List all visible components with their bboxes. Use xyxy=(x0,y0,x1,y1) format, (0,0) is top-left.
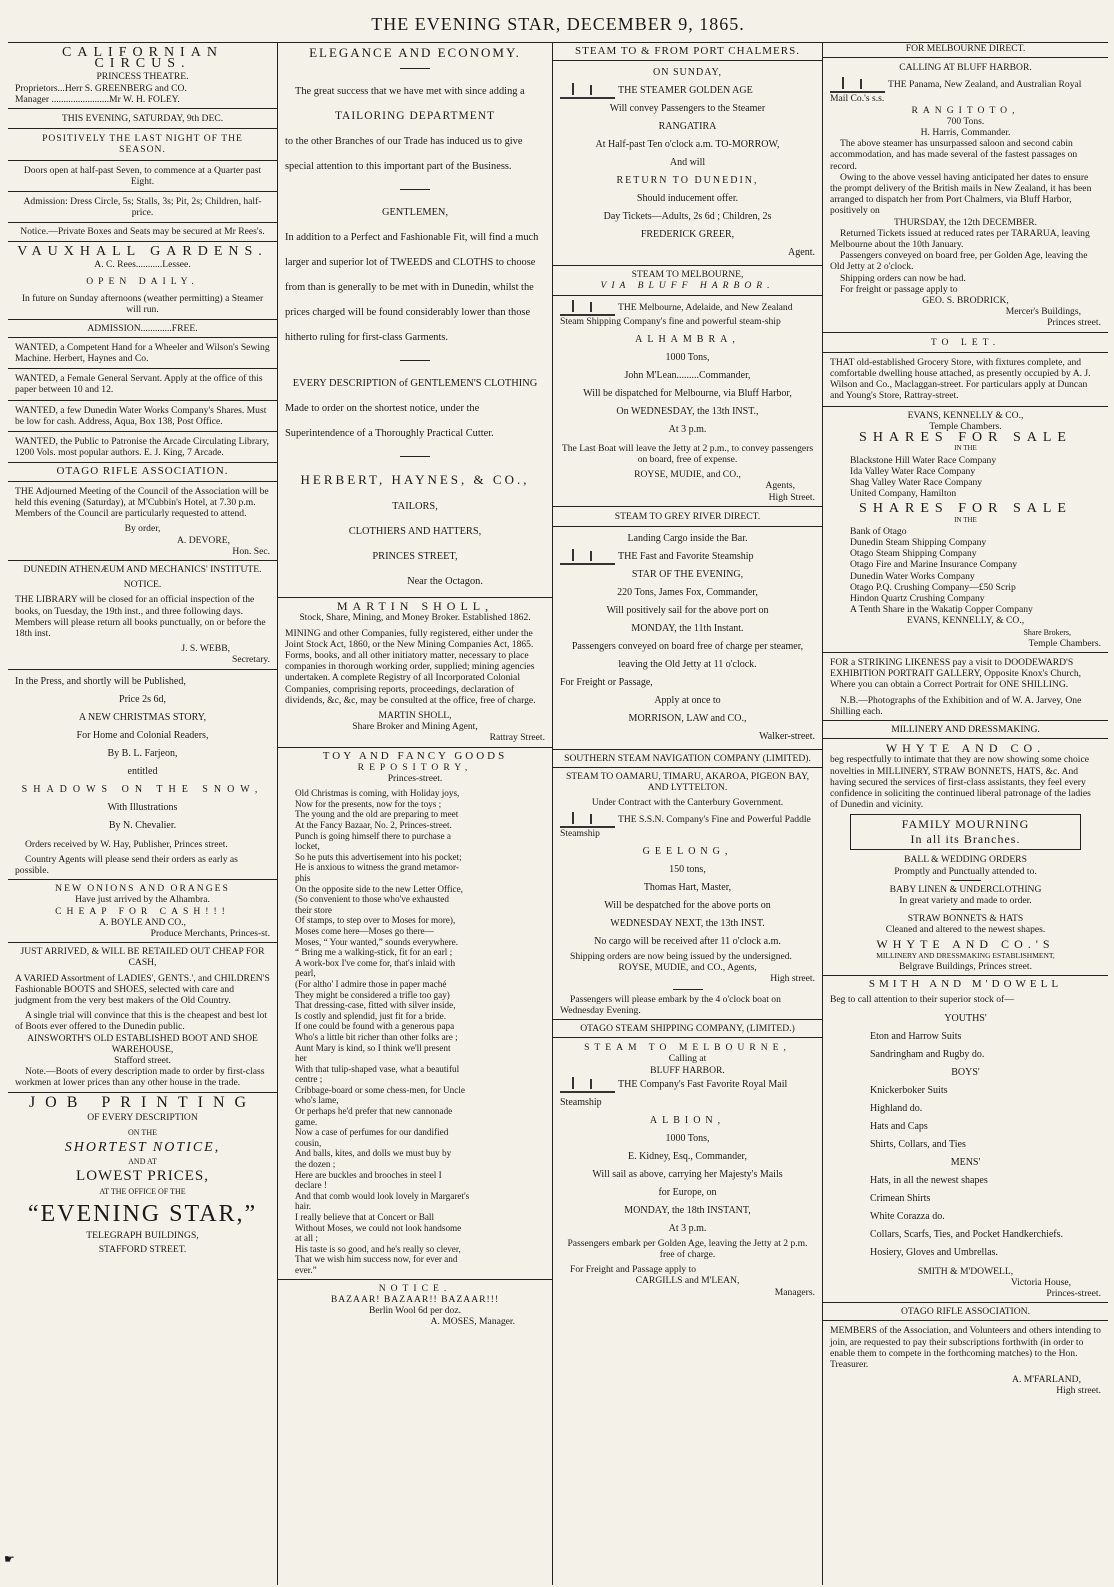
sm-youths: YOUTHS' xyxy=(944,1012,987,1024)
circus-last-night: POSITIVELY THE LAST NIGHT OF THE SEASON. xyxy=(42,133,243,156)
poem-line: That we wish him success now, for ever and xyxy=(295,1254,458,1265)
mel-e: The Last Boat will leave the Jetty at 2 p.m., to convey passengers on board, free of expense. xyxy=(561,442,814,466)
poem-line: Now a case of perfumes for our dandified xyxy=(295,1127,449,1138)
elegance-gentlemen: GENTLEMEN, xyxy=(381,207,449,219)
pc-a: THE STEAMER GOLDEN AGE xyxy=(560,82,815,100)
ssn-d: WEDNESDAY NEXT, the 13th INST. xyxy=(610,918,765,930)
athenaeum-title: DUNEDIN ATHENÆUM AND MECHANICS' INSTITUTE. xyxy=(23,563,262,575)
stock-item: Crimean Shirts xyxy=(870,1192,931,1204)
poem-line: At the Fancy Bazaar, No. 2, Princes-street. xyxy=(295,820,452,831)
whyte2-title: WHYTE AND CO.'S xyxy=(876,936,1055,951)
mel-ship: ALHAMBRA, xyxy=(635,333,740,345)
boots-text: A VARIED Assortment of LADIES', GENTS.', and CHILDREN'S Fashionable BOOTS and SHOES, selected with care and judgment from the very best makers of the Old Country. xyxy=(15,972,270,1006)
mel-a: THE Melbourne, Adelaide, and New Zealand Steam Shipping Company's fine and powerful steam-ship xyxy=(560,300,815,327)
poem-line: Is costly and splendid, just fit for a bride. xyxy=(295,1010,447,1021)
stock-item: Hats, in all the newest shapes xyxy=(870,1174,988,1186)
md-i: GEO. S. BRODRICK, xyxy=(922,295,1009,307)
poem-line: Without Moses, we could not look handsome xyxy=(295,1222,462,1233)
circus-notice: Notice.—Private Boxes and Seats may be secured at Mr Rees's. xyxy=(20,226,265,238)
job-andat: AND AT xyxy=(128,1157,157,1167)
poem-line: Now for the presents, now for the toys ; xyxy=(295,798,442,809)
boots-headline: JUST ARRIVED, & WILL BE RETAILED OUT CHEAP FOR CASH, xyxy=(20,946,265,969)
elegance-tailoring: TAILORING DEPARTMENT xyxy=(334,110,496,123)
mel-c: On WEDNESDAY, the 13th INST., xyxy=(616,405,759,417)
pc-i: FREDERICK GREER, xyxy=(640,229,735,241)
rifle-text: THE Adjourned Meeting of the Council of the Association will be held this evening (Saturday), at M'Cubbin's Hotel, at 7.30 p.m. Members of the Council are particularly requested to attend. xyxy=(15,485,269,520)
circus-doors: Doors open at half-past Seven, to commence at a Quarter past Eight. xyxy=(23,164,262,187)
poem-line: Moses come here—Moses go there— xyxy=(295,925,434,936)
shares-1-inthe: IN THE xyxy=(954,444,977,453)
poem-line: With that tulip-shaped vase, what a beautiful xyxy=(295,1063,460,1074)
boots-trial: A single trial will convince that this is the cheapest and best lot of Boots ever offered to the Dunedin public. xyxy=(15,1010,267,1033)
mel-b: Will be dispatched for Melbourne, via Bluff Harbor, xyxy=(583,387,792,399)
stock-item: Eton and Harrow Suits xyxy=(870,1030,962,1042)
poem-line: ever.” xyxy=(295,1264,317,1275)
circus-title: CALIFORNIAN CIRCUS. xyxy=(62,45,223,72)
boots-ainsworth: AINSWORTH'S OLD ESTABLISHED BOOT AND SHOE WAREHOUSE, xyxy=(27,1032,258,1055)
onions-boyle-sub: Produce Merchants, Princes-st. xyxy=(150,927,270,939)
sm-boys-list xyxy=(830,1082,1101,1154)
athenaeum-role: Secretary. xyxy=(232,654,270,666)
sm-a: Beg to call attention to their superior stock of— xyxy=(830,994,1014,1006)
sm-mens: MENS' xyxy=(950,1156,981,1168)
mourning-line-1: FAMILY MOURNING xyxy=(901,817,1030,832)
ball-sub: Promptly and Punctually attended to. xyxy=(894,865,1037,877)
baby-sub: In great variety and made to order. xyxy=(899,895,1032,906)
share-item: Otago P.Q. Crushing Company—£50 Scrip xyxy=(850,581,1016,593)
column-2 xyxy=(278,43,553,1585)
poem-line: Punch is going himself there to purchase a xyxy=(295,830,451,841)
poem-line: Old Christmas is coming, with Holiday joys, xyxy=(295,788,460,799)
pc-g: Should inducement offer. xyxy=(636,193,739,205)
hh-title: HERBERT, HAYNES, & CO., xyxy=(300,472,530,488)
oss-tons: 1000 Tons, xyxy=(665,1132,710,1144)
poem-line: cousin, xyxy=(295,1137,322,1148)
share-item: Hindon Quartz Crushing Company xyxy=(850,592,985,604)
pc-sunday: ON SUNDAY, xyxy=(653,67,722,79)
ssn-e: No cargo will be received after 11 o'clock a.m. xyxy=(594,936,781,948)
md-f: Passengers conveyed on board free, per Golden Age, leaving the Old Jetty at 2 o'clock. xyxy=(830,250,1088,273)
vauxhall-open: OPEN DAILY. xyxy=(86,276,199,288)
shares-1-title: SHARES FOR SALE xyxy=(859,430,1072,446)
mel-cmd: John M'Lean.........Commander, xyxy=(624,369,751,381)
oss-c: THE Company's Fast Favorite Royal Mail Steamship xyxy=(560,1076,815,1112)
ssn-i: Passengers will please embark by the 4 o'clock boat on Wednesday Evening. xyxy=(560,993,781,1016)
press-orders: Orders received by W. Hay, Publisher, Princes street. xyxy=(25,838,228,850)
hh-clothiers: CLOTHIERS AND HATTERS, xyxy=(348,526,482,538)
pointer-hand-icon: ☛ xyxy=(4,1552,15,1566)
poem-line: That dressing-case, fitted with silver inside, xyxy=(295,1000,456,1011)
mel-via: VIA BLUFF HARBOR. xyxy=(600,280,775,292)
oss-f: MONDAY, the 18th INSTANT, xyxy=(624,1204,751,1216)
ssn-f: Shipping orders are now being issued by the undersigned. xyxy=(570,951,792,963)
sholl-sig: MARTIN SHOLL, xyxy=(378,710,452,722)
mourning-box xyxy=(850,814,1081,850)
ek2-b: Temple Chambers. xyxy=(1028,637,1101,649)
poem-line: They might be considered a trifle too gay) xyxy=(295,989,450,1000)
poem-line: Moses, “ Your wanted,” sounds everywhere. xyxy=(295,936,459,947)
rifle-title: OTAGO RIFLE ASSOCIATION. xyxy=(56,465,229,478)
boots-note: Note.—Boots of every description made to order by first-class workmen at lower prices than any other house in the trade. xyxy=(15,1066,265,1089)
bazaar-moses: A. MOSES, Manager. xyxy=(430,1316,515,1328)
oss-route: STEAM TO MELBOURNE, xyxy=(584,1042,791,1054)
pc-c: RANGATIRA xyxy=(658,121,717,133)
baby-title: BABY LINEN & UNDERCLOTHING xyxy=(889,883,1042,895)
stock-item: Hats and Caps xyxy=(870,1120,928,1132)
whyte-text: beg respectfully to intimate that they are now showing some choice novelties in MILLINERY, STRAW BONNETS, HATS, &c. And having secured the services of first-class assistants, they feel every confidence in soliciting the continued liberal patronage of the ladies of Dunedin and vicinity. xyxy=(830,754,1091,811)
elegance-p3: In addition to a Perfect and Fashionable Fit, will find a much larger and superior lot of TWEEDS and CLOTHS to choose from than is generally to be met with in Dunedin, whilst the prices charged will be found considerably lower than those hitherto ruling for first-class Garments. xyxy=(285,232,539,344)
column-3 xyxy=(553,43,823,1585)
pc-f: RETURN TO DUNEDIN, xyxy=(616,175,759,187)
ssn-b: THE S.S.N. Company's Fine and Powerful Paddle Steamship xyxy=(560,812,815,839)
grey-d: Will positively sail for the above port on xyxy=(606,605,769,617)
grey-e: MONDAY, the 11th Instant. xyxy=(631,623,744,635)
oss-title: OTAGO STEAM SHIPPING COMPANY, (LIMITED.) xyxy=(580,1023,795,1035)
pc-h: Day Tickets—Adults, 2s 6d ; Children, 2s xyxy=(603,211,772,223)
steamship-icon xyxy=(560,1077,615,1093)
vauxhall-title: VAUXHALL GARDENS. xyxy=(17,243,268,259)
md-call: CALLING AT BLUFF HARBOR. xyxy=(899,62,1032,74)
md-title: FOR MELBOURNE DIRECT. xyxy=(905,43,1026,54)
press-readers: For Home and Colonial Readers, xyxy=(76,729,209,741)
grey-c: 220 Tons, James Fox, Commander, xyxy=(617,587,758,599)
poem-line: declare ! xyxy=(295,1180,327,1191)
oss-cmd: E. Kidney, Esq., Commander, xyxy=(628,1150,747,1162)
oss-h: Passengers embark per Golden Age, leaving the Jetty at 2 p.m. free of charge. xyxy=(567,1237,808,1261)
poem-line: hair. xyxy=(295,1201,312,1212)
grey-i: MORRISON, LAW and CO., xyxy=(628,713,747,725)
mel-title: STEAM TO MELBOURNE, xyxy=(631,269,744,281)
steamship-icon xyxy=(830,77,885,93)
sm-a2: Victoria House, xyxy=(1010,1276,1071,1288)
onions-sub: Have just arrived by the Alhambra. xyxy=(75,894,210,906)
steamship-icon xyxy=(560,812,615,828)
sm-youths-list xyxy=(830,1028,1101,1064)
md-a: THE Panama, New Zealand, and Australian Royal Mail Co.'s s.s. xyxy=(830,77,1101,104)
md-g: Shipping orders can now be had. xyxy=(840,272,966,284)
shares-2-list xyxy=(830,526,1101,616)
grey-g: For Freight or Passage, xyxy=(560,677,653,689)
sm-sig: SMITH & M'DOWELL, xyxy=(917,1265,1014,1277)
elegance-p2: to the other Branches of our Trade has induced us to give special attention to this important part of the Business. xyxy=(285,136,523,173)
column-1 xyxy=(8,43,278,1585)
job-every: OF EVERY DESCRIPTION xyxy=(87,1111,198,1123)
toy-repository: REPOSITORY, xyxy=(357,761,473,773)
ssn-a: Under Contract with the Canterbury Government. xyxy=(591,796,784,808)
shares-1-list xyxy=(830,455,1101,500)
poem-line: Who's a little bit richer than other folks are ; xyxy=(295,1031,458,1042)
poem-line: And balls, kites, and dolls we must buy by xyxy=(295,1148,452,1159)
mel-tons: 1000 Tons, xyxy=(665,351,710,363)
share-item: Bank of Otago xyxy=(850,525,907,537)
boots-stafford: Stafford street. xyxy=(114,1054,171,1066)
grey-b: THE Fast and Favorite Steamship xyxy=(560,548,815,566)
poem-line: centre ; xyxy=(295,1074,323,1085)
press-illustrations: With Illustrations xyxy=(107,801,178,813)
job-printing: JOB PRINTING xyxy=(28,1093,257,1111)
grey-j: Walker-street. xyxy=(759,731,815,743)
circus-venue: PRINCESS THEATRE. xyxy=(96,71,189,83)
circus-evening: THIS EVENING, SATURDAY, 9th DEC. xyxy=(61,113,224,125)
md-j: Mercer's Buildings, xyxy=(1005,306,1081,318)
stock-item: Shirts, Collars, and Ties xyxy=(870,1138,966,1150)
wanted-4: WANTED, the Public to Patronise the Arcade Circulating Library, 1200 Vols. most popular authors. E. J. King, 7 Arcade. xyxy=(15,436,270,459)
oss-a: Calling at xyxy=(668,1053,707,1065)
poem-line: If one could be found with a generous papa xyxy=(295,1021,455,1032)
stock-item: Knickerboker Suits xyxy=(870,1084,948,1096)
poem-line: The young and the old are preparing to meet xyxy=(295,809,459,820)
poem-line: the dozen ; xyxy=(295,1159,336,1170)
ssn-route: STEAM TO OAMARU, TIMARU, AKAROA, PIGEON BAY, AND LYTTELTON. xyxy=(565,771,810,794)
poem-line: I really believe that at Concert or Ball xyxy=(295,1212,435,1222)
poem-line: Cribbage-board or some chess-men, for Uncle xyxy=(295,1084,465,1095)
job-office: AT THE OFFICE OF THE xyxy=(99,1186,186,1196)
steamship-icon xyxy=(560,549,615,565)
share-item: Ida Valley Water Race Company xyxy=(850,465,976,477)
sholl-text: MINING and other Companies, fully registered, either under the Joint Stock Act, 1860, or the New Mining Companies Act, 1865. Forms, books, and all other initiatory matter, necessary to place companies in thorough working order, supplied; mining agencies undertaken. A complete Registry of all Incorporated Colonial Companies, comprising reports, proceedings, declaration of dividends, &c, &c, may be consulted at the office, free of charge. xyxy=(285,627,536,706)
sholl-sub: Stock, Share, Mining, and Money Broker. Established 1862. xyxy=(299,612,531,624)
press-author: By B. L. Farjeon, xyxy=(107,747,178,759)
portrait-text: FOR a STRIKING LIKENESS pay a visit to DOODEWARD'S EXHIBITION PORTRAIT GALLERY, Opposite Knox's Church, Where you can obtain a Correct Portrait for ONE SHILLING. xyxy=(830,656,1082,691)
ek2-name: EVANS, KENNELLY, & CO., xyxy=(906,615,1025,627)
job-stafford: STAFFORD STREET. xyxy=(98,1244,187,1256)
ora2-text: MEMBERS of the Association, and Volunteers and others intending to join, are requested to pay their subscriptions forthwith (in order to enable them to compete in the forthcoming matches) to the Hon. Treasurer. xyxy=(830,1325,1101,1371)
press-shadows: SHADOWS ON THE SNOW, xyxy=(21,783,264,795)
elegance-p1: The great success that we have met with since adding a xyxy=(295,86,525,98)
poem-line: her xyxy=(295,1053,307,1064)
vauxhall-sunday: In future on Sunday afternoons (weather permitting) a Steamer will run. xyxy=(21,293,264,316)
poem-line: Or perhaps he'd prefer that new cannonade xyxy=(295,1106,453,1117)
millinery-title: MILLINERY AND DRESSMAKING. xyxy=(891,723,1040,735)
poem-line: (So convenient to those who've exhausted xyxy=(295,894,449,905)
circus-admission: Admission: Dress Circle, 5s; Stalls, 3s; Pit, 2s; Children, half-price. xyxy=(23,196,262,219)
ssn-tons: 150 tons, xyxy=(669,864,706,876)
bazaar-line: BAZAAR! BAZAAR!! BAZAAR!!! xyxy=(330,1293,500,1305)
oss-b: BLUFF HARBOR. xyxy=(650,1064,725,1076)
onions-cheap: CHEAP FOR CASH!!! xyxy=(55,905,230,917)
bazaar-wool: Berlin Wool 6d per doz. xyxy=(368,1304,462,1316)
wanted-3: WANTED, a few Dunedin Water Works Company's Shares. Must be low for cash. Address, Aqua, Box 138, Post Office. xyxy=(15,404,267,427)
mel-h: High Street. xyxy=(768,491,815,503)
sholl-role: Share Broker and Mining Agent, xyxy=(352,721,478,733)
poem-line: (For altho' I admire those in paper maché xyxy=(295,978,447,989)
job-lowest: LOWEST PRICES, xyxy=(76,1167,209,1184)
poem-line: Here are buckles and brooches in steel I xyxy=(295,1169,442,1180)
rifle-role: Hon. Sec. xyxy=(232,545,270,557)
sholl-title: MARTIN SHOLL, xyxy=(336,599,494,614)
oss-ship: ALBION, xyxy=(649,1114,726,1126)
straw-sub: Cleaned and altered to the newest shapes. xyxy=(885,924,1046,936)
pc-e: And will xyxy=(669,157,706,169)
mel-g: Agents, xyxy=(765,480,795,492)
ek-sub: Temple Chambers. xyxy=(929,420,1002,432)
press-illustrator: By N. Chevalier. xyxy=(108,819,177,831)
md-c: Owing to the above vessel having anticipated her dates to ensure the prompt delivery of the British mails in New Zealand, it has been arranged to dispatch her from Port Chalmers, via Bluff Harbor, positively on xyxy=(830,171,1092,217)
pc-d: At Half-past Ten o'clock a.m. TO-MORROW, xyxy=(595,139,780,151)
poem-line: phis xyxy=(295,873,311,883)
job-shortest: SHORTEST NOTICE, xyxy=(64,1140,221,1156)
md-k: Princes street. xyxy=(1047,317,1101,329)
pc-title: STEAM TO & FROM PORT CHALMERS. xyxy=(575,45,800,57)
portrait-nb: N.B.—Photographs of the Exhibition and of W. A. Jarvey, One Shilling each. xyxy=(830,694,1082,717)
job-onthe: ON THE xyxy=(128,1128,157,1137)
poem-line: Of stamps, to step over to Moses for more), xyxy=(295,915,456,926)
mel-f: ROYSE, MUDIE, and CO., xyxy=(634,469,741,481)
notice-heading: NOTICE. xyxy=(378,1282,452,1294)
poem-line: their store xyxy=(295,904,332,915)
share-item: Dunedin Water Works Company xyxy=(850,570,975,582)
sm-title: SMITH AND M'DOWELL xyxy=(868,978,1063,991)
circus-proprietors: Proprietors...Herr S. GREENBERG and CO. xyxy=(15,82,187,94)
grey-h: Apply at once to xyxy=(654,695,721,707)
masthead: THE EVENING STAR, DECEMBER 9, 1865. xyxy=(8,0,1108,43)
elegance-title: ELEGANCE AND ECONOMY. xyxy=(309,45,521,60)
wanted-1: WANTED, a Competent Hand for a Wheeler and Wilson's Sewing Machine. Herbert, Haynes and Co. xyxy=(15,341,270,365)
wanted-2: WANTED, a Female General Servant. Apply at the office of this paper between 10 and 12. xyxy=(15,373,263,396)
md-b: The above steamer has unsurpassed saloon and second cabin accommodation, and has made several of the fastest passages on record. xyxy=(830,138,1078,172)
ssn-h: High street. xyxy=(770,973,815,985)
column-4 xyxy=(823,43,1108,1585)
ssn-master: Thomas Hart, Master, xyxy=(643,882,732,894)
press-price: Price 2s 6d, xyxy=(119,693,166,705)
stock-item: Hosiery, Gloves and Umbrellas. xyxy=(870,1246,998,1258)
md-tons: 700 Tons. xyxy=(946,115,985,127)
ssn-c: Will be despatched for the above ports on xyxy=(604,900,771,912)
ora2-title: OTAGO RIFLE ASSOCIATION. xyxy=(900,1306,1031,1318)
poem-line: who's lame, xyxy=(295,1095,339,1106)
whyte2-sub: MILLINERY AND DRESSMAKING ESTABLISHMENT, xyxy=(876,950,1055,960)
toy-addr: Princes-street. xyxy=(387,773,443,785)
hh-tailors: TAILORS, xyxy=(392,501,438,513)
ek-name: EVANS, KENNELLY & CO., xyxy=(907,409,1024,421)
job-evening-star: “EVENING STAR,” xyxy=(27,1201,258,1228)
columns xyxy=(8,43,1108,1585)
sm-mens-list xyxy=(830,1172,1101,1262)
md-h: For freight or passage apply to xyxy=(840,283,958,295)
shares-2-inthe: IN THE xyxy=(954,515,977,524)
stock-item: Sandringham and Rugby do. xyxy=(870,1048,985,1060)
sholl-addr: Rattray Street. xyxy=(489,732,545,744)
md-d: THURSDAY, the 12th DECEMBER. xyxy=(893,216,1038,228)
steamship-icon xyxy=(560,300,615,316)
oss-d: Will sail as above, carrying her Majesty's Mails xyxy=(592,1168,783,1180)
toy-poem xyxy=(295,788,545,1275)
tolet-title: TO LET. xyxy=(930,336,1001,348)
straw-title: STRAW BONNETS & HATS xyxy=(907,913,1024,925)
share-item: Otago Steam Shipping Company xyxy=(850,548,977,560)
pc-b: Will convey Passengers to the Steamer xyxy=(609,103,766,115)
whyte2-addr: Belgrave Buildings, Princes street. xyxy=(899,961,1032,973)
vauxhall-admission: ADMISSION.............FREE. xyxy=(87,322,198,334)
share-item: United Company, Hamilton xyxy=(850,488,957,500)
poem-line: On the opposite side to the new Letter Office, xyxy=(295,883,463,894)
toy-title: TOY AND FANCY GOODS xyxy=(322,749,508,762)
oss-i: For Freight and Passage apply to xyxy=(570,1264,697,1276)
poem-line: So he puts this advertisement into his pocket; xyxy=(295,851,462,862)
share-item: Blackstone Hill Water Race Company xyxy=(850,454,997,466)
poem-line: game. xyxy=(295,1116,318,1127)
poem-line: He is anxious to witness the grand metamor- xyxy=(295,862,459,873)
grey-a: Landing Cargo inside the Bar. xyxy=(627,533,748,545)
poem-line: His taste is so good, and he's really so clever, xyxy=(295,1243,461,1254)
ssn-title: SOUTHERN STEAM NAVIGATION COMPANY (LIMITED). xyxy=(564,753,811,765)
press-entitled: entitled xyxy=(127,765,158,777)
stock-item: Highland do. xyxy=(870,1102,923,1114)
whyte-title: WHYTE AND CO. xyxy=(885,741,1046,756)
pc-j: Agent. xyxy=(788,247,815,259)
sm-a3: Princes-street. xyxy=(1046,1288,1101,1300)
grey-f: Passengers conveyed on board free of charge per steamer, leaving the Old Jetty at 11 o'clock. xyxy=(571,641,804,671)
rifle-order: By order, xyxy=(124,523,161,535)
share-item: Otago Fire and Marine Insurance Company xyxy=(850,559,1018,571)
md-ship: RANGITOTO, xyxy=(911,104,1020,116)
athenaeum-text: THE LIBRARY will be closed for an official inspection of the books, on Tuesday, the 19th inst., and three following days. Members will please return all books punctually, on or before the 18th inst. xyxy=(15,594,266,639)
md-cmd: H. Harris, Commander. xyxy=(920,127,1011,139)
share-item: Dunedin Steam Shipping Company xyxy=(850,536,987,548)
share-item: Shag Valley Water Race Company xyxy=(850,476,983,488)
grey-ship: STAR OF THE EVENING, xyxy=(631,569,744,581)
rifle-sig: A. DEVORE, xyxy=(176,534,230,546)
oss-g: At 3 p.m. xyxy=(668,1222,707,1234)
mel-d: At 3 p.m. xyxy=(668,423,707,435)
oss-k: Managers. xyxy=(774,1286,815,1298)
athenaeum-notice: NOTICE. xyxy=(123,579,162,591)
poem-line: locket, xyxy=(295,841,320,852)
newspaper-page xyxy=(4,0,1108,1587)
poem-line: Aunt Mary is kind, so I think we'll present xyxy=(295,1042,451,1053)
ball-title: BALL & WEDDING ORDERS xyxy=(904,854,1027,866)
share-item: A Tenth Share in the Wakatip Copper Company xyxy=(850,604,1033,616)
poem-line: “ Bring me a walking-stick, fit for an earl ; xyxy=(295,947,453,958)
shares-2-title: SHARES FOR SALE xyxy=(859,501,1072,517)
stock-item: Collars, Scarfs, Ties, and Pocket Handkerchiefs. xyxy=(870,1228,1064,1240)
stock-item: White Corazza do. xyxy=(870,1210,945,1222)
onions-boyle: A. BOYLE AND CO., xyxy=(99,916,186,928)
athenaeum-sig: J. S. WEBB, xyxy=(181,643,230,655)
ora2-sig: A. M'FARLAND, xyxy=(1012,1374,1081,1386)
press-agents: Country Agents will please send their orders as early as possible. xyxy=(15,853,238,876)
elegance-every: EVERY DESCRIPTION of GENTLEMEN'S CLOTHING xyxy=(292,378,538,390)
poem-line: And that comb would look lovely in Margaret's xyxy=(295,1190,470,1201)
grey-title: STEAM TO GREY RIVER DIRECT. xyxy=(614,510,761,522)
oss-e: for Europe, on xyxy=(658,1186,717,1198)
vauxhall-lessee: A. C. Rees...........Lessee. xyxy=(94,258,191,270)
ek2-a: Share Brokers, xyxy=(1023,627,1071,637)
oss-j: CARGILLS and M'LEAN, xyxy=(635,1275,740,1287)
ora2-addr: High street. xyxy=(1056,1385,1101,1397)
mourning-line-2: In all its Branches. xyxy=(910,832,1021,847)
poem-line: at all ; xyxy=(295,1233,318,1244)
steamship-icon xyxy=(560,83,615,99)
md-e: Returned Tickets issued at reduced rates per TARARUA, leaving Melbourne about the 10th January. xyxy=(830,227,1090,251)
ssn-ship: GEELONG, xyxy=(642,846,733,858)
poem-line: A work-box I've come for, that's inlaid with xyxy=(295,957,456,968)
job-telegraph: TELEGRAPH BUILDINGS, xyxy=(86,1230,199,1242)
ssn-g: ROYSE, MUDIE, and CO., Agents, xyxy=(618,962,757,974)
circus-manager: Manager ........................Mr W. H. FOLEY. xyxy=(15,93,180,105)
tolet-text: THAT old-established Grocery Store, with fixtures complete, and comfortable dwelling house attached, as presently occupied by A. J. Wilson and Co., Maclaggan-street. For particulars apply at Duncan and Young's Store, Rattray-street. xyxy=(830,356,1091,402)
press-story: A NEW CHRISTMAS STORY, xyxy=(78,711,207,723)
hh-princes: PRINCES STREET, xyxy=(372,551,458,563)
elegance-p4: Made to order on the shortest notice, under the Superintendence of a Thoroughly Practical Cutter. xyxy=(285,403,494,440)
hh-near: Near the Octagon. xyxy=(407,576,483,588)
sm-boys: BOYS' xyxy=(951,1066,980,1078)
poem-line: pearl, xyxy=(295,968,316,979)
onions-title: NEW ONIONS AND ORANGES xyxy=(55,883,230,895)
press-notice: In the Press, and shortly will be Published, xyxy=(15,675,186,687)
